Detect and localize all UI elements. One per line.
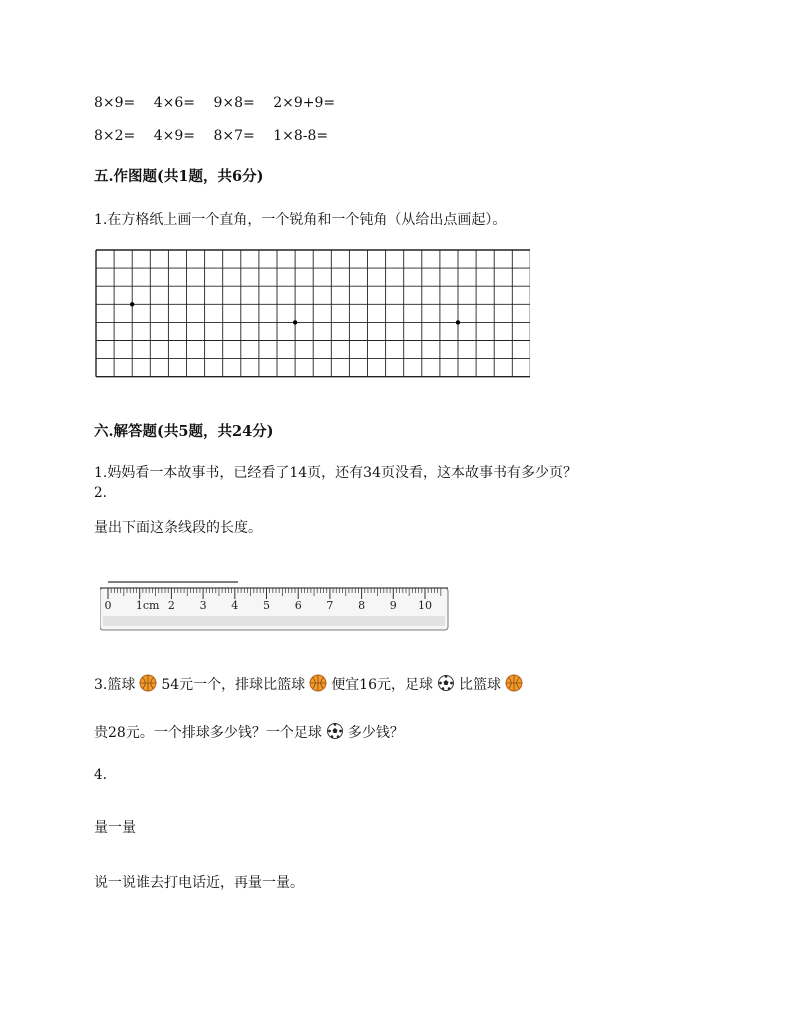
grid-start-dot [293,320,297,324]
ruler-label: 2 [167,599,175,612]
arith-item: 2×9+9= [273,95,336,111]
q3-text: 比篮球 [459,677,502,693]
section-6-heading: 六.解答题(共5题，共24分) [94,423,274,440]
ruler-label: 9 [389,599,397,612]
arith-item: 4×9= [153,128,196,144]
ruler-figure [100,578,450,638]
basketball-icon [309,674,327,692]
question-2-number: 2. [94,485,107,501]
grid-start-dot [456,320,460,324]
grid-start-dot [130,302,134,306]
grid-svg [94,248,530,380]
graph-paper-grid [94,248,530,384]
question-4-title: 量一量 [94,820,136,836]
ruler-svg [100,578,450,634]
arith-item: 9×8= [213,95,255,111]
ruler-label: 3 [199,599,207,612]
ruler-label: 0 [104,599,112,612]
section-6-question-1: 1.妈妈看一本故事书，已经看了14页，还有34页没看，这本故事书有多少页？ [94,465,577,481]
question-4-number: 4. [94,767,107,783]
question-2-text: 量出下面这条线段的长度。 [94,520,262,536]
arithmetic-row-1 [94,93,349,113]
arith-item: 8×2= [94,128,136,144]
arith-item: 4×6= [153,95,196,111]
soccer-ball-icon [326,722,344,740]
q3-text: 便宜16元，足球 [331,677,434,693]
ruler-label: 4 [231,599,239,612]
q3-text: 贵28元。一个排球多少钱？一个足球 [94,725,322,741]
ruler-label: 1cm [135,599,160,612]
arith-item: 8×9= [94,95,136,111]
ruler-label: 6 [294,599,302,612]
ruler-label: 5 [263,599,270,612]
question-3-line-2 [94,722,404,743]
arithmetic-row-2 [94,126,342,146]
section-5-question-1: 1.在方格纸上画一个直角，一个锐角和一个钝角（从给出点画起）。 [94,212,507,228]
arith-item: 8×7= [213,128,255,144]
q3-text: 54元一个，排球比篮球 [161,677,306,693]
ruler-lower-strip [103,616,445,626]
basketball-icon [139,674,157,692]
arith-item: 1×8-8= [273,128,329,144]
q3-text: 多少钱？ [347,725,404,741]
basketball-icon [505,674,523,692]
ruler-label: 10 [418,599,432,612]
ruler-label: 8 [358,599,366,612]
question-4-text: 说一说谁去打电话近，再量一量。 [94,875,304,891]
section-5-heading: 五.作图题(共1题，共6分) [94,168,264,185]
q3-text: 3.篮球 [94,677,136,693]
ruler-label: 7 [326,599,334,612]
question-3-line-1 [94,674,527,695]
soccer-ball-icon [437,674,455,692]
